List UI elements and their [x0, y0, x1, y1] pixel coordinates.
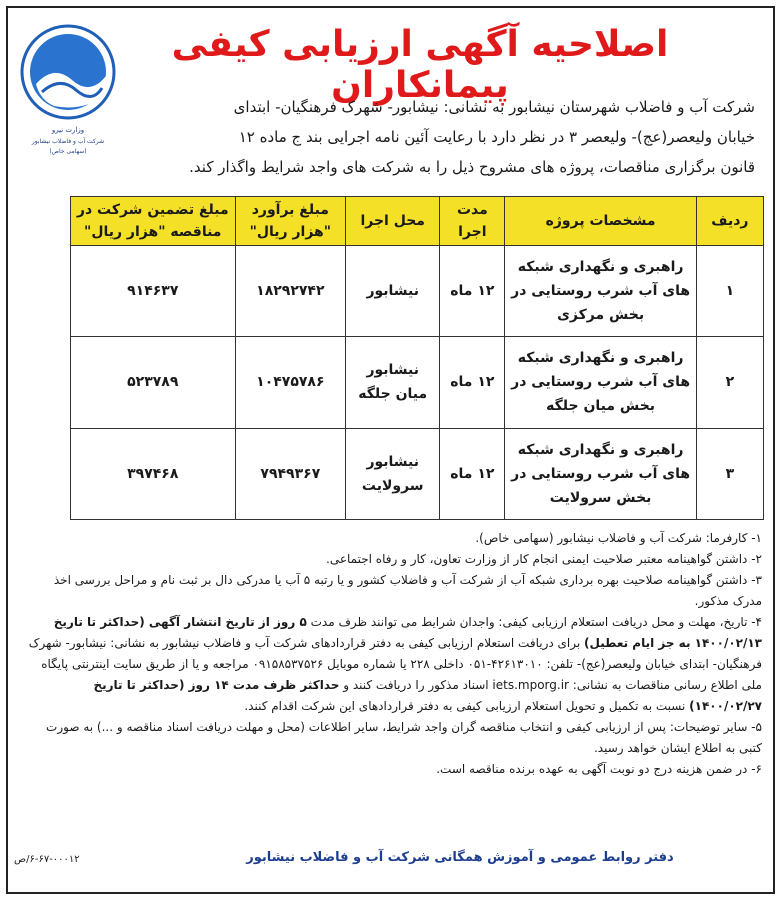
header-location: محل اجرا	[346, 197, 440, 246]
logo-line-3: (سهامی خاص)	[49, 148, 87, 155]
notice-code: ۶-۶۷-۰۰۰۱۲/ص	[14, 854, 80, 865]
logo-line-1: وزارت نیرو	[51, 126, 85, 134]
project-duration: ۱۲ ماه	[440, 428, 505, 519]
term-1: ۱- کارفرما: شرکت آب و فاضلاب نیشابور (سهامی خاص).	[475, 531, 762, 545]
notice-title: اصلاحیه آگهی ارزیابی کیفی پیمانکاران	[171, 24, 669, 106]
header-estimate: مبلغ برآورد "هزار ریال"	[235, 197, 346, 246]
row-number: ۳	[696, 428, 763, 519]
projects-table	[70, 196, 764, 520]
table-header-row	[71, 197, 764, 246]
term-4-deadline: ۵ روز از تاریخ انتشار آگهی (حداکثر تا تاریخ ۱۴۰۰/۰۲/۱۳ به جز ایام تعطیل)	[53, 615, 762, 650]
logo-line-2: شرکت آب و فاضلاب نیشابور	[31, 138, 105, 145]
header-project: مشخصات پروژه	[505, 197, 696, 246]
company-logo	[14, 14, 122, 164]
project-location: نیشابور میان جلگه	[346, 337, 440, 428]
project-description: راهبری و نگهداری شبکه های آب شرب روستایی در بخش مرکزی	[505, 246, 696, 337]
project-guarantee: ۳۹۷۴۶۸	[71, 428, 236, 519]
term-4-submission-deadline: حداکثر ظرف مدت ۱۴ روز (حداکثر تا تاریخ ۱۴۰۰/۰۲/۲۷)	[93, 678, 762, 713]
table-row	[71, 337, 764, 428]
project-duration: ۱۲ ماه	[440, 337, 505, 428]
term-6: ۶- در ضمن هزینه درج دو نوبت آگهی به عهده برنده مناقصه است.	[436, 762, 762, 776]
term-4-intro: ۴- تاریخ، مهلت و محل دریافت استعلام ارزیابی کیفی: واجدان شرایط می توانند ظرف مدت	[310, 615, 762, 629]
term-4-address: برای دریافت استعلام ارزیابی کیفی به دفتر قراردادهای شرکت آب و فاضلاب نیشابور به نشانی: نیشابور- شهرک فرهنگیان- ابتدای خیابان ولیعصر(عج)- تلفن: ۴۲۶۱۳۰۱۰-۰۵۱ داخلی ۲۲۸ یا شماره موبایل ۰۹۱۵۸۵۳۷۵۲۶ مراجعه و یا از طریق سایت اینترنتی پایگاه ملی اطلاع رسانی مناقصات به نشانی: iets.mporg.ir اسناد مذکور را دریافت کنند و	[28, 636, 762, 692]
term-5: ۵- سایر توضیحات: پس از ارزیابی کیفی و انتخاب مناقصه گران واجد شرایط، سایر اطلاعات (محل و مهلت دریافت اسناد مناقصه و ...) به صورت کتبی به اطلاع ایشان خواهد رسید.	[46, 720, 762, 755]
table-row	[71, 246, 764, 337]
project-location: نیشابور	[346, 246, 440, 337]
public-relations-footer: دفتر روابط عمومی و آموزش همگانی شرکت آب و فاضلاب نیشابور	[246, 850, 674, 865]
term-2: ۲- داشتن گواهینامه معتبر صلاحیت ایمنی انجام کار از وزارت تعاون، کار و رفاه اجتماعی.	[326, 552, 762, 566]
project-description: راهبری و نگهداری شبکه های آب شرب روستایی در بخش میان جلگه	[505, 337, 696, 428]
header-duration: مدت اجرا	[440, 197, 505, 246]
intro-line-3: قانون برگزاری مناقصات، پروژه های مشروح ذیل را به شرکت های واجد شرایط واگذار کند.	[189, 158, 755, 176]
intro-line-1: شرکت آب و فاضلاب شهرستان نیشابور به نشانی: نیشابور- شهرک فرهنگیان- ابتدای	[233, 98, 755, 116]
project-location: نیشابور سرولایت	[346, 428, 440, 519]
project-description: راهبری و نگهداری شبکه های آب شرب روستایی در بخش سرولایت	[505, 428, 696, 519]
project-estimate: ۱۰۴۷۵۷۸۶	[235, 337, 346, 428]
project-guarantee: ۹۱۴۶۳۷	[71, 246, 236, 337]
intro-paragraph	[135, 92, 755, 182]
row-number: ۲	[696, 337, 763, 428]
header-row-number: ردیف	[696, 197, 763, 246]
project-estimate: ۱۸۲۹۲۷۴۲	[235, 246, 346, 337]
project-guarantee: ۵۲۳۷۸۹	[71, 337, 236, 428]
table-row	[71, 428, 764, 519]
term-3: ۳- داشتن گواهینامه صلاحیت بهره برداری شبکه آب از شرکت آب و فاضلاب کشور و یا رتبه ۵ آب یا مدرکی دال بر ثبت نام و مراحل بررسی اخذ مدرک مذکور.	[53, 573, 762, 608]
row-number: ۱	[696, 246, 763, 337]
project-estimate: ۷۹۴۹۳۶۷	[235, 428, 346, 519]
intro-line-2: خیابان ولیعصر(عج)- ولیعصر ۳ در نظر دارد با رعایت آئین نامه اجرایی بند ج ماده ۱۲	[238, 128, 755, 146]
terms-list	[22, 528, 762, 780]
term-4	[22, 612, 762, 717]
project-duration: ۱۲ ماه	[440, 246, 505, 337]
header-guarantee: مبلغ تضمین شرکت در مناقصه "هزار ریال"	[71, 197, 236, 246]
term-4-closing: نسبت به تکمیل و تحویل استعلام ارزیابی کیفی به دفتر قراردادهای این شرکت اقدام کنند.	[244, 699, 686, 713]
